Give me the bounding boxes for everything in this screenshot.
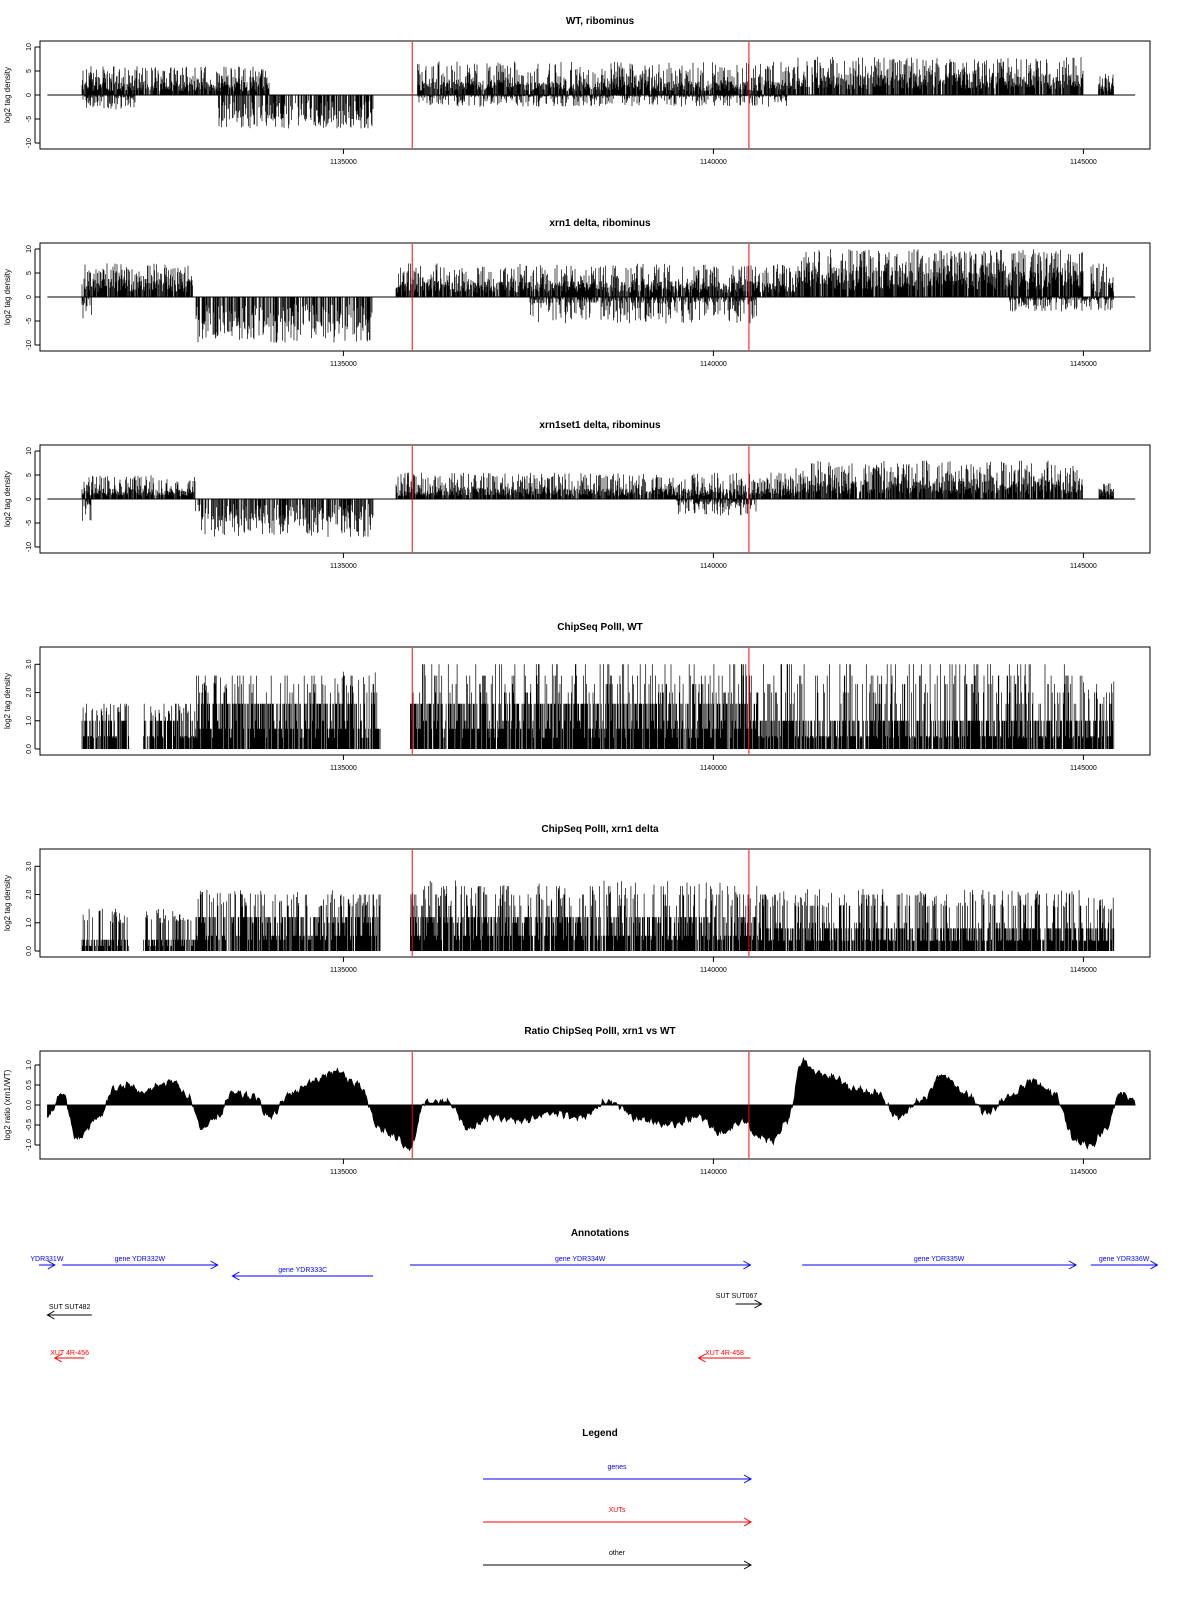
x-tick-label: 1140000 — [700, 765, 727, 772]
feature-label: gene YDR332W — [114, 1256, 166, 1263]
y-tick-label: 2.0 — [26, 687, 33, 698]
bar-marks — [82, 881, 1114, 952]
y-tick-label: 10 — [26, 447, 33, 455]
x-tick-label: 1140000 — [700, 1169, 727, 1176]
x-tick-label: 1140000 — [700, 563, 727, 570]
annotations-title: Annotations — [570, 1228, 630, 1239]
panel-title: xrn1set1 delta, ribominus — [539, 420, 661, 431]
x-tick-label: 1145000 — [1070, 1169, 1097, 1176]
data-series — [47, 1058, 1135, 1151]
x-tick-label: 1140000 — [700, 159, 727, 166]
panel-title: WT, ribominus — [565, 16, 635, 27]
y-tick-label: -5 — [26, 317, 33, 325]
feature-label: gene YDR336W — [1098, 1256, 1150, 1263]
x-tick-label: 1145000 — [1070, 159, 1097, 166]
y-axis-label: log2 tag density — [3, 672, 12, 730]
y-tick-label: 5 — [26, 473, 33, 477]
y-tick-label: 0 — [26, 295, 33, 299]
annotations-panel — [30, 1228, 1157, 1362]
y-tick-label: -0.5 — [26, 1118, 33, 1132]
bar-marks — [82, 249, 1114, 342]
feature-gene-0 — [30, 1256, 63, 1269]
legend-label: genes — [607, 1464, 627, 1471]
x-tick-label: 1145000 — [1070, 765, 1097, 772]
x-tick-label: 1135000 — [330, 1169, 357, 1176]
y-tick-label: -5 — [26, 519, 33, 527]
panel-title: xrn1 delta, ribominus — [549, 218, 651, 229]
x-tick-label: 1145000 — [1070, 967, 1097, 974]
chart-panel-1 — [3, 218, 1150, 368]
y-axis-label: log2 tag density — [3, 268, 12, 326]
chart-panel-2 — [3, 420, 1150, 570]
feature-other-6 — [47, 1304, 91, 1319]
y-axis-label: log2 tag density — [3, 66, 12, 124]
x-tick-label: 1145000 — [1070, 563, 1097, 570]
y-tick-label: 3.0 — [26, 659, 33, 670]
feature-gene-4 — [802, 1256, 1076, 1269]
bar-marks — [82, 57, 1114, 129]
panel-title: Ratio ChipSeq PolII, xrn1 vs WT — [524, 1026, 676, 1037]
legend-label: XUTs — [608, 1507, 626, 1514]
y-tick-label: 0.0 — [26, 1100, 33, 1110]
chart-panel-5 — [3, 1026, 1150, 1176]
y-axis-label: log2 tag density — [3, 470, 12, 528]
legend-entry-2 — [483, 1550, 751, 1569]
y-tick-label: 3.0 — [26, 861, 33, 872]
y-tick-label: -10 — [26, 541, 33, 553]
feature-label: XUT 4R-458 — [705, 1350, 744, 1357]
legend-entry-0 — [483, 1464, 751, 1483]
x-tick-label: 1140000 — [700, 361, 727, 368]
feature-gene-3 — [410, 1256, 750, 1269]
x-tick-label: 1135000 — [330, 361, 357, 368]
legend-label: other — [609, 1550, 625, 1557]
y-tick-label: 0.0 — [26, 744, 33, 754]
data-series — [47, 249, 1135, 342]
legend-panel — [483, 1428, 751, 1569]
y-axis-label: log2 tag density — [3, 874, 12, 932]
feature-label: XUT 4R-456 — [50, 1350, 89, 1357]
y-tick-label: 0.0 — [26, 946, 33, 956]
legend-title: Legend — [582, 1428, 618, 1439]
x-tick-label: 1135000 — [330, 765, 357, 772]
y-tick-label: 0.5 — [26, 1080, 33, 1090]
chart-panel-4 — [3, 824, 1150, 974]
y-axis-label: log2 ratio (xrn1/WT) — [3, 1069, 12, 1141]
data-series — [82, 881, 1114, 952]
feature-label: gene YDR334W — [554, 1256, 606, 1263]
y-tick-label: 5 — [26, 271, 33, 275]
y-tick-label: 1.0 — [26, 1060, 33, 1070]
y-tick-label: 5 — [26, 69, 33, 73]
chart-panel-0 — [3, 16, 1150, 166]
y-tick-label: 0 — [26, 497, 33, 501]
feature-label: YDR331W — [30, 1256, 64, 1263]
data-series — [47, 461, 1135, 537]
y-tick-label: 2.0 — [26, 889, 33, 900]
panel-title: ChipSeq PolII, WT — [557, 622, 643, 633]
x-tick-label: 1145000 — [1070, 361, 1097, 368]
x-tick-label: 1135000 — [330, 563, 357, 570]
feature-other-7 — [716, 1293, 762, 1308]
data-series — [47, 57, 1135, 129]
y-tick-label: 1.0 — [26, 715, 33, 726]
data-series — [82, 664, 1114, 749]
bar-marks — [82, 664, 1114, 749]
y-tick-label: 0 — [26, 93, 33, 97]
x-tick-label: 1135000 — [330, 159, 357, 166]
x-tick-label: 1140000 — [700, 967, 727, 974]
chart-panel-3 — [3, 622, 1150, 772]
feature-xut-8 — [50, 1350, 89, 1362]
y-tick-label: 10 — [26, 43, 33, 51]
feature-gene-5 — [1091, 1256, 1158, 1269]
legend-entry-1 — [483, 1507, 751, 1526]
y-tick-label: 1.0 — [26, 917, 33, 928]
ratio-area — [47, 1058, 1135, 1151]
x-tick-label: 1135000 — [330, 967, 357, 974]
y-tick-label: -5 — [26, 115, 33, 123]
feature-gene-2 — [232, 1267, 373, 1280]
feature-xut-9 — [699, 1350, 751, 1362]
y-tick-label: -1.0 — [26, 1138, 33, 1152]
feature-label: gene YDR335W — [913, 1256, 965, 1263]
y-tick-label: -10 — [26, 339, 33, 351]
feature-label: gene YDR333C — [278, 1267, 328, 1274]
feature-label: SUT SUT067 — [715, 1293, 758, 1300]
y-tick-label: 10 — [26, 245, 33, 253]
feature-gene-1 — [62, 1256, 217, 1269]
y-tick-label: -10 — [26, 137, 33, 149]
panel-title: ChipSeq PolII, xrn1 delta — [541, 824, 659, 835]
feature-label: SUT SUT482 — [48, 1304, 91, 1311]
